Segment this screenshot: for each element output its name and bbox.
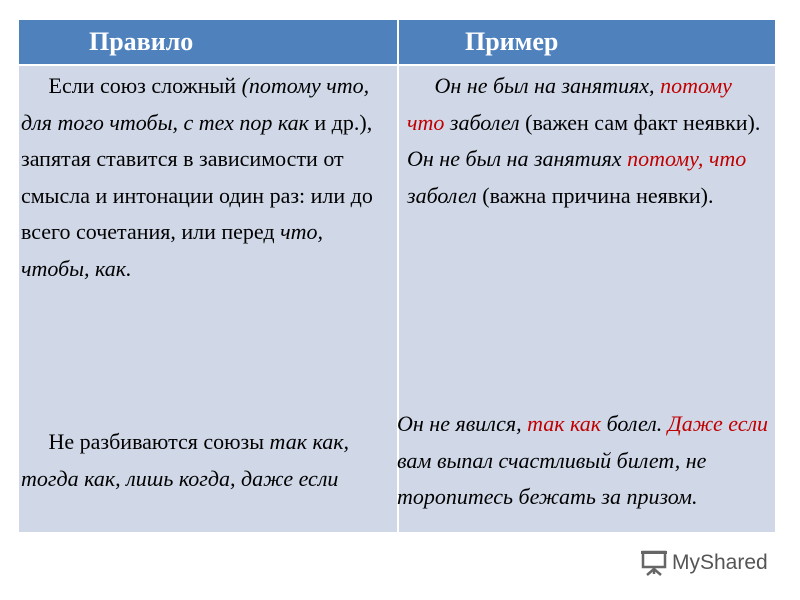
example-1-part-6: заболел — [407, 182, 477, 208]
header-rule: Правило — [89, 27, 194, 56]
rule-2-part-1: так как, тогда как, лишь когда, даже если — [21, 429, 350, 491]
example-2-conjunction-2: Даже если — [667, 411, 769, 436]
example-cell-1 — [407, 68, 771, 214]
myshared-logo — [640, 548, 768, 578]
example-2-part-4: вам выпал счастливый билет, не торопитесь бежать за призом. — [397, 447, 707, 509]
presentation-board-icon — [640, 550, 668, 576]
rule-cell-1 — [21, 68, 393, 287]
example-1-part-2: заболел — [444, 109, 520, 135]
example-1-part-0: Он не был на занятиях, — [434, 73, 661, 98]
example-2-part-0: Он не явился, — [397, 411, 528, 436]
example-1-part-7: (важна причина неявки). — [476, 182, 714, 208]
table-header — [19, 20, 775, 64]
rule-cell-2 — [21, 424, 393, 497]
example-1-part-4: Он не был на занятиях — [407, 146, 628, 171]
header-example: Пример — [465, 27, 559, 56]
rule-1-part-2: и др.), запятая ставится в зависимости от смысла и интонации один раз: или до всего сочетания, или перед — [21, 109, 373, 244]
logo-text: MyShared — [672, 551, 768, 574]
rule-1-part-1: (потому что, для того чтобы, с тех пор как — [21, 73, 370, 135]
example-cell-2 — [397, 406, 773, 516]
example-1-part-3: (важен сам факт неявки). — [519, 109, 761, 135]
rule-1-part-3: что, чтобы, как. — [21, 219, 323, 281]
rule-2-part-0: Не разбиваются союзы — [48, 429, 270, 454]
example-1-conjunction-1: потому что — [407, 73, 732, 135]
example-1-conjunction-2: потому, что — [627, 146, 747, 171]
rules-table — [19, 20, 775, 532]
rule-1-part-0: Если союз сложный — [48, 73, 242, 98]
example-2-conjunction-1: так как — [527, 411, 602, 436]
example-2-part-2: болел. — [601, 411, 668, 436]
